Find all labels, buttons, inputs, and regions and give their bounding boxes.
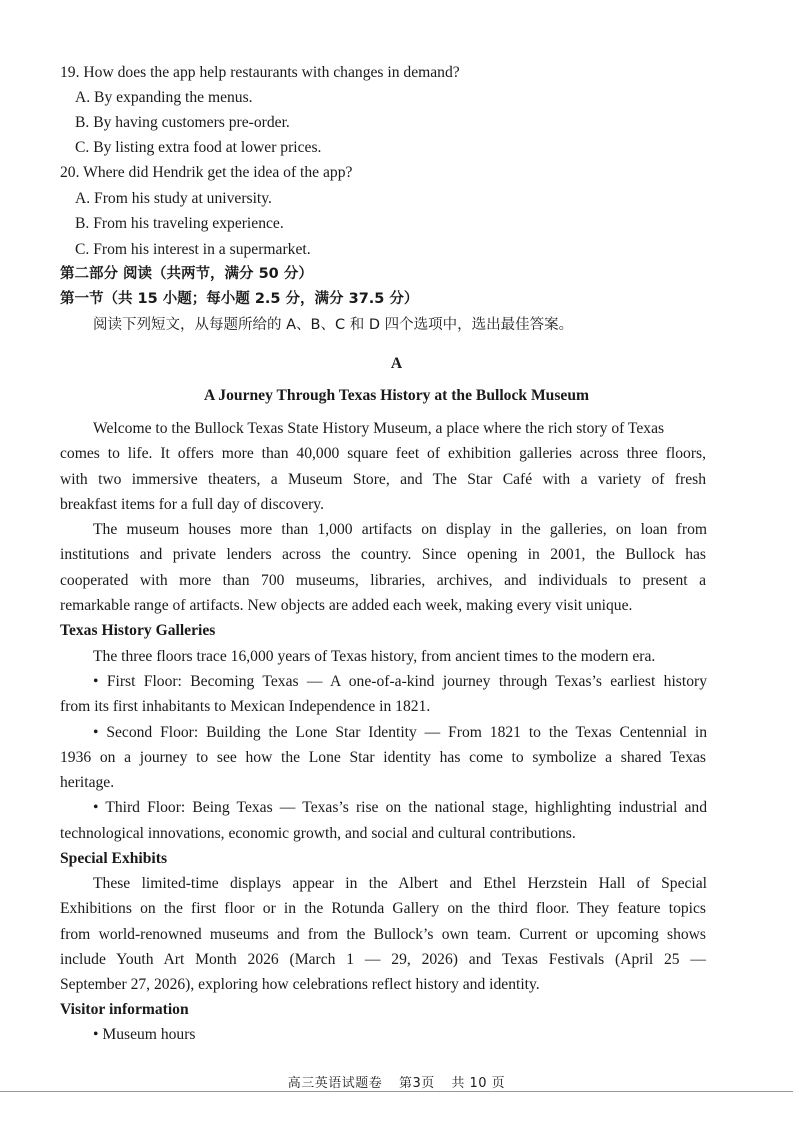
visitor-info-heading: Visitor information bbox=[60, 1001, 189, 1018]
reading-instruction: 阅读下列短文，从每题所给的 A、B、C 和 D 四个选项中，选出最佳答案。 bbox=[93, 317, 574, 333]
special-exhibits-line: include Youth Art Month 2026 (March 1 — 29, 2026) and Texas Festivals (April 25 — bbox=[60, 951, 706, 968]
footer-page-number: 第3页 bbox=[398, 1076, 435, 1091]
q20-option-c: C. From his interest in a supermarket. bbox=[75, 241, 311, 258]
q19-option-b: B. By having customers pre-order. bbox=[75, 114, 290, 131]
footer-rule bbox=[0, 1091, 793, 1092]
passage-letter: A bbox=[390, 355, 403, 372]
paragraph-1-line: with two immersive theaters, a Museum Store, and The Star Café with a variety of fresh bbox=[60, 471, 706, 488]
passage-title: A Journey Through Texas History at the Bullock Museum bbox=[204, 387, 589, 404]
second-floor-line: • Second Floor: Building the Lone Star Identity — From 1821 to the Texas Centennial in bbox=[93, 724, 707, 741]
paragraph-2-line: remarkable range of artifacts. New objects are added each week, making every visit unique. bbox=[60, 597, 633, 614]
paragraph-2-line: cooperated with more than 700 museums, libraries, archives, and individuals to present a bbox=[60, 572, 706, 589]
paragraph-1-line: Welcome to the Bullock Texas State History Museum, a place where the rich story of Texas bbox=[93, 420, 665, 437]
q20-option-a: A. From his study at university. bbox=[75, 190, 272, 207]
first-floor-line: from its first inhabitants to Mexican Independence in 1821. bbox=[60, 698, 431, 715]
second-floor-line: heritage. bbox=[60, 774, 115, 791]
part-two-title: 第二部分 阅读（共两节，满分 50 分） bbox=[60, 266, 313, 282]
second-floor-line: 1936 on a journey to see how the Lone Star identity has come to symbolize a shared Texas bbox=[60, 749, 706, 766]
paragraph-2-line: institutions and private lenders across the country. Since opening in 2001, the Bullock has bbox=[60, 546, 706, 563]
special-exhibits-line: These limited-time displays appear in the Albert and Ethel Herzstein Hall of Special bbox=[93, 875, 707, 892]
q19-option-a: A. By expanding the menus. bbox=[75, 89, 253, 106]
paragraph-2-line: The museum houses more than 1,000 artifacts on display in the galleries, on loan from bbox=[93, 521, 707, 538]
third-floor-line: • Third Floor: Being Texas — Texas’s rise on the national stage, highlighting industrial and bbox=[93, 799, 707, 816]
q19-stem: 19. How does the app help restaurants with changes in demand? bbox=[60, 64, 460, 81]
galleries-intro: The three floors trace 16,000 years of Texas history, from ancient times to the modern era. bbox=[93, 648, 656, 665]
footer-exam-label: 高三英语试题卷 bbox=[287, 1076, 383, 1091]
page-footer bbox=[0, 1072, 793, 1091]
first-floor-line: • First Floor: Becoming Texas — A one-of-a-kind journey through Texas’s earliest history bbox=[93, 673, 707, 690]
museum-hours-item: • Museum hours bbox=[93, 1026, 196, 1043]
galleries-heading: Texas History Galleries bbox=[60, 622, 216, 639]
q20-option-b: B. From his traveling experience. bbox=[75, 215, 284, 232]
paragraph-1-line: breakfast items for a full day of discovery. bbox=[60, 496, 324, 513]
footer-total-pages: 共 10 页 bbox=[451, 1076, 506, 1091]
paragraph-1-line: comes to life. It offers more than 40,000 square feet of exhibition galleries across three floors, bbox=[60, 445, 706, 462]
section-one-title: 第一节（共 15 小题；每小题 2.5 分，满分 37.5 分） bbox=[60, 291, 419, 307]
special-exhibits-line: from world-renowned museums and from the Bullock’s own team. Current or upcoming shows bbox=[60, 926, 706, 943]
q19-option-c: C. By listing extra food at lower prices. bbox=[75, 139, 322, 156]
special-exhibits-heading: Special Exhibits bbox=[60, 850, 168, 867]
q20-stem: 20. Where did Hendrik get the idea of the app? bbox=[60, 164, 353, 181]
special-exhibits-line: September 27, 2026), exploring how celebrations reflect history and identity. bbox=[60, 976, 540, 993]
third-floor-line: technological innovations, economic growth, and social and cultural contributions. bbox=[60, 825, 576, 842]
special-exhibits-line: Exhibitions on the first floor or in the Rotunda Gallery on the third floor. They feature topics bbox=[60, 900, 706, 917]
